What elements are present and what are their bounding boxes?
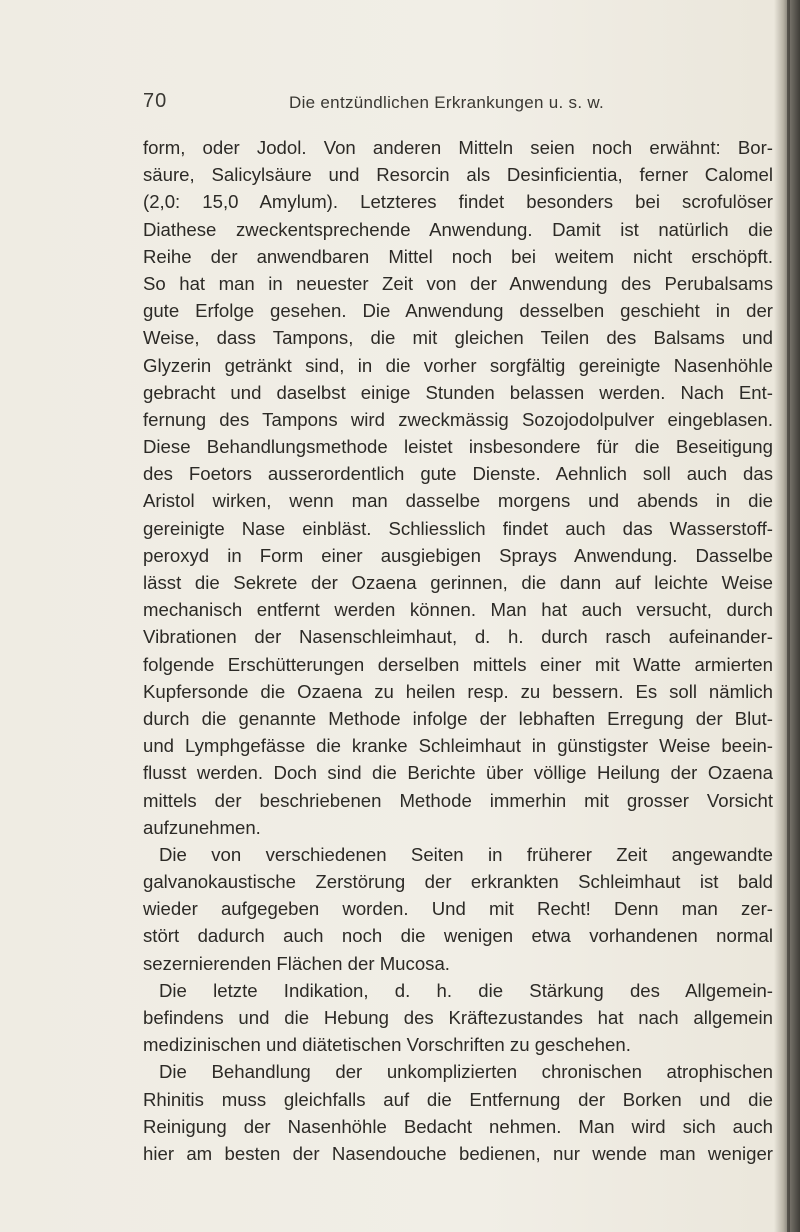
text-line: aufzunehmen.	[143, 816, 261, 838]
running-title: Die entzündlichen Erkrankungen u. s. w.	[289, 93, 605, 112]
text-line: Vibrationen der Nasenschleimhaut, d. h. durch rasch aufeinander-	[143, 626, 773, 648]
text-line: gebracht und daselbst einige Stunden belassen werden. Nach Ent-	[143, 381, 773, 403]
text-line: Aristol wirken, wenn man dasselbe morgens und abends in die	[143, 490, 773, 512]
text-line: säure, Salicylsäure und Resorcin als Desinficientia, ferner Calomel	[143, 164, 773, 186]
text-line: und Lymphgefässe die kranke Schleimhaut in günstigster Weise beein-	[143, 735, 773, 757]
text-line: Diese Behandlungsmethode leistet insbesondere für die Beseitigung	[143, 436, 773, 458]
text-line: So hat man in neuester Zeit von der Anwendung des Perubalsams	[143, 272, 773, 294]
text-line: mittels der beschriebenen Methode immerhin mit grosser Vorsicht	[143, 789, 773, 811]
text-line: wieder aufgegeben worden. Und mit Recht! Denn man zer-	[143, 898, 773, 920]
text-line: Die Behandlung der unkomplizierten chronischen atrophischen	[159, 1061, 773, 1083]
text-line: des Foetors ausserordentlich gute Dienste. Aehnlich soll auch das	[143, 463, 773, 485]
page-edge-line	[787, 0, 790, 1232]
text-line: stört dadurch auch noch die wenigen etwa vorhandenen normal	[143, 925, 773, 947]
text-line: gute Erfolge gesehen. Die Anwendung desselben geschieht in der	[143, 300, 773, 322]
text-line: gereinigte Nase einbläst. Schliesslich findet auch das Wasserstoff-	[143, 517, 773, 539]
text-line: folgende Erschütterungen derselben mittels einer mit Watte armierten	[143, 653, 773, 675]
text-line: durch die genannte Methode infolge der lebhaften Erregung der Blut-	[143, 707, 773, 729]
text-line: sezernierenden Flächen der Mucosa.	[143, 952, 450, 974]
running-head	[143, 90, 773, 118]
text-line: Reihe der anwendbaren Mittel noch bei weitem nicht erschöpft.	[143, 245, 773, 267]
text-line: Die letzte Indikation, d. h. die Stärkung des Allgemein-	[159, 979, 773, 1001]
text-line: Rhinitis muss gleichfalls auf die Entfernung der Borken und die	[143, 1088, 773, 1110]
text-line: mechanisch entfernt werden können. Man hat auch versucht, durch	[143, 599, 773, 621]
page-number: 70	[143, 90, 168, 112]
text-line: flusst werden. Doch sind die Berichte über völlige Heilung der Ozaena	[143, 762, 773, 784]
text-line: peroxyd in Form einer ausgiebigen Sprays Anwendung. Dasselbe	[143, 544, 773, 566]
text-line: Glyzerin getränkt sind, in die vorher sorgfältig gereinigte Nasenhöhle	[143, 354, 773, 376]
text-line: hier am besten der Nasendouche bedienen, nur wende man weniger	[143, 1142, 773, 1164]
text-line: form, oder Jodol. Von anderen Mitteln seien noch erwähnt: Bor-	[143, 137, 773, 158]
text-line: Reinigung der Nasenhöhle Bedacht nehmen. Man wird sich auch	[143, 1115, 773, 1137]
text-line: medizinischen und diätetischen Vorschriften zu geschehen.	[143, 1034, 631, 1056]
text-line: Kupfersonde die Ozaena zu heilen resp. zu bessern. Es soll nämlich	[143, 680, 773, 702]
text-line: (2,0: 15,0 Amylum). Letzteres findet besonders bei scrofulöser	[143, 191, 773, 213]
text-line: fernung des Tampons wird zweckmässig Sozojodolpulver eingeblasen.	[143, 408, 773, 430]
text-line: galvanokaustische Zerstörung der erkrankten Schleimhaut ist bald	[143, 871, 773, 893]
text-line: Diathese zweckentsprechende Anwendung. Damit ist natürlich die	[143, 218, 773, 240]
text-line: Weise, dass Tampons, die mit gleichen Teilen des Balsams und	[143, 327, 773, 349]
text-line: Die von verschiedenen Seiten in früherer Zeit angewandte	[159, 843, 773, 865]
text-line: lässt die Sekrete der Ozaena gerinnen, die dann auf leichte Weise	[143, 572, 773, 593]
body-text	[143, 134, 773, 1167]
text-line: befindens und die Hebung des Kräftezustandes hat nach allgemein	[143, 1007, 773, 1028]
